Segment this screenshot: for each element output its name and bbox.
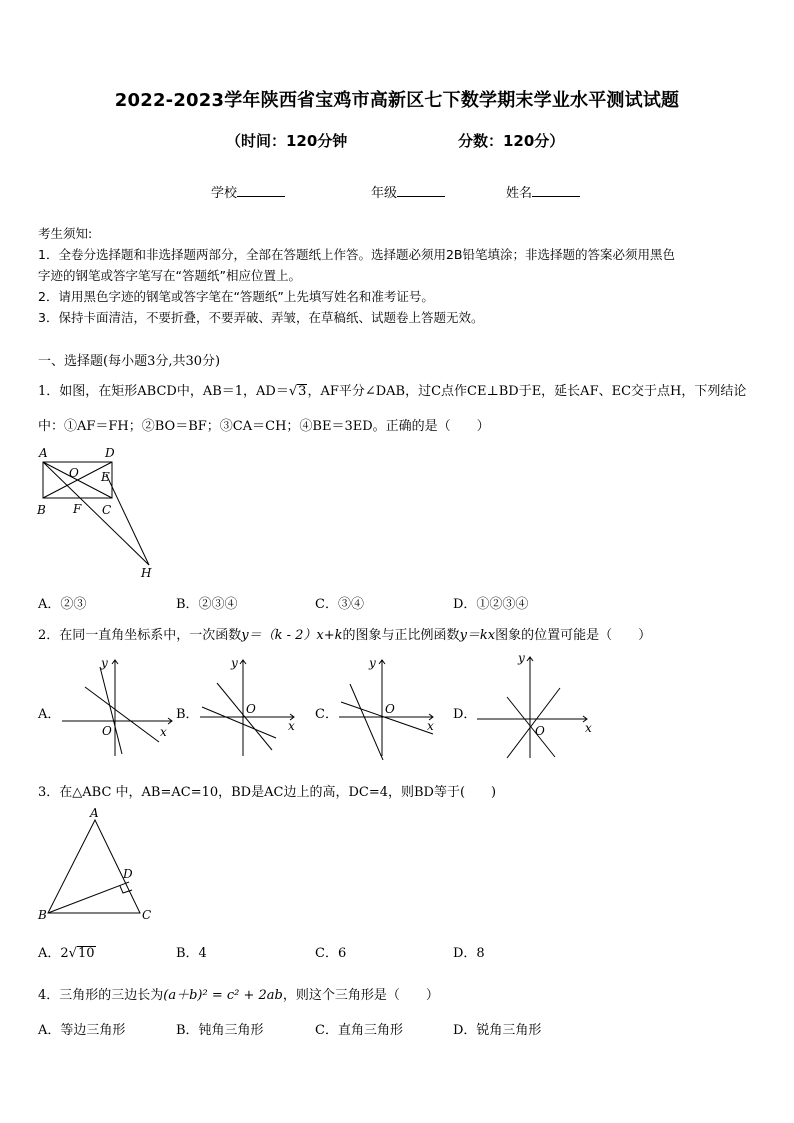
q1-figure <box>34 444 164 582</box>
q1-line1: 1．如图，在矩形ABCD中，AB＝1，AD＝√3，AF平分∠DAB，过C点作CE⊥BD于E，延长AF、EC交于点H，下列结论 <box>38 384 747 399</box>
q2-graph-d <box>473 645 598 760</box>
q1-label-e: E <box>101 470 110 484</box>
q2-graph-b <box>196 650 316 760</box>
q4-option-a[interactable]: A．等边三角形 <box>38 1023 126 1038</box>
section-heading: 一、选择题(每小题3分,共30分) <box>38 354 221 369</box>
q2c-y-label: y <box>369 656 376 670</box>
q1-option-a[interactable]: A．②③ <box>38 597 87 612</box>
q2-graph-a <box>58 650 178 760</box>
q1-label-o: O <box>69 466 79 480</box>
q1-label-h: H <box>141 566 152 580</box>
exam-time: （时间：120分钟 <box>226 132 348 150</box>
q2a-origin-label: O <box>102 724 112 738</box>
q2c-x-label: x <box>427 719 434 733</box>
q1-option-b[interactable]: B．②③④ <box>176 597 238 612</box>
q1-option-d[interactable]: D．①②③④ <box>453 597 529 612</box>
q2b-origin-label: O <box>246 702 256 716</box>
q1-option-c[interactable]: C．③④ <box>315 597 364 612</box>
q2-option-c[interactable]: C． <box>315 707 338 722</box>
q4-option-d[interactable]: D．锐角三角形 <box>453 1023 542 1038</box>
page-title: 2022-2023学年陕西省宝鸡市高新区七下数学期末学业水平测试试题 <box>114 90 680 111</box>
q3-label-d: D <box>123 867 133 881</box>
notice-item-1: 1．全卷分选择题和非选择题两部分，全部在答题纸上作答。选择题必须用2B铅笔填涂；非选择题的答案必须用黑色 <box>38 247 675 262</box>
school-field[interactable]: 学校 <box>211 182 285 201</box>
notice-item-3: 3．保持卡面清洁，不要折叠，不要弄破、弄皱，在草稿纸、试题卷上答题无效。 <box>38 310 484 325</box>
q2a-x-label: x <box>160 725 167 739</box>
q1-label-d: D <box>105 446 115 460</box>
name-field[interactable]: 姓名 <box>506 182 580 201</box>
q3-option-c[interactable]: C．6 <box>315 946 347 961</box>
q2-graph-c <box>335 650 455 760</box>
q2d-y-label: y <box>518 651 525 665</box>
q3-figure <box>34 804 159 924</box>
q1-line2: 中：①AF＝FH；②BO＝BF；③CA＝CH；④BE＝3ED。正确的是（ ） <box>38 419 490 434</box>
notice-item-2: 2．请用黑色字迹的钢笔或答字笔在“答题纸”上先填写姓名和准考证号。 <box>38 289 434 304</box>
q1-label-c: C <box>102 503 112 517</box>
exam-score: 分数：120分） <box>458 132 565 150</box>
q2a-y-label: y <box>101 656 108 670</box>
q3-option-a[interactable]: A．2√10 <box>38 946 95 961</box>
q2b-x-label: x <box>288 719 295 733</box>
q2-option-a[interactable]: A． <box>38 707 61 722</box>
q4-text: 4．三角形的三边长为(a＋b)² = c² + 2ab，则这个三角形是（ ） <box>38 988 439 1003</box>
q4-option-b[interactable]: B．钝角三角形 <box>176 1023 264 1038</box>
q1-label-f: F <box>73 502 82 516</box>
q2-text: 2．在同一直角坐标系中，一次函数y＝（k - 2）x+k的图象与正比例函数y＝kx图象的位置可能是（ ） <box>38 628 652 643</box>
q2d-origin-label: O <box>535 724 545 738</box>
q1-label-a: A <box>39 446 48 460</box>
q4-option-c[interactable]: C．直角三角形 <box>315 1023 403 1038</box>
q2b-y-label: y <box>231 656 238 670</box>
notice-heading: 考生须知: <box>38 226 93 241</box>
q3-label-c: C <box>142 908 152 922</box>
q3-option-d[interactable]: D．8 <box>453 946 485 961</box>
q3-label-b: B <box>38 908 47 922</box>
q2d-x-label: x <box>585 721 592 735</box>
q2-option-b[interactable]: B． <box>176 707 199 722</box>
grade-field[interactable]: 年级 <box>371 182 445 201</box>
notice-item-1-cont: 字迹的钢笔或答字笔写在“答题纸”相应位置上。 <box>38 268 301 283</box>
q2c-origin-label: O <box>385 702 395 716</box>
q1-label-b: B <box>37 503 46 517</box>
q3-label-a: A <box>90 806 99 820</box>
q2-option-d[interactable]: D． <box>453 707 477 722</box>
q3-text: 3．在△ABC 中，AB=AC=10，BD是AC边上的高，DC=4，则BD等于( ) <box>38 785 497 800</box>
q3-option-b[interactable]: B．4 <box>176 946 207 961</box>
